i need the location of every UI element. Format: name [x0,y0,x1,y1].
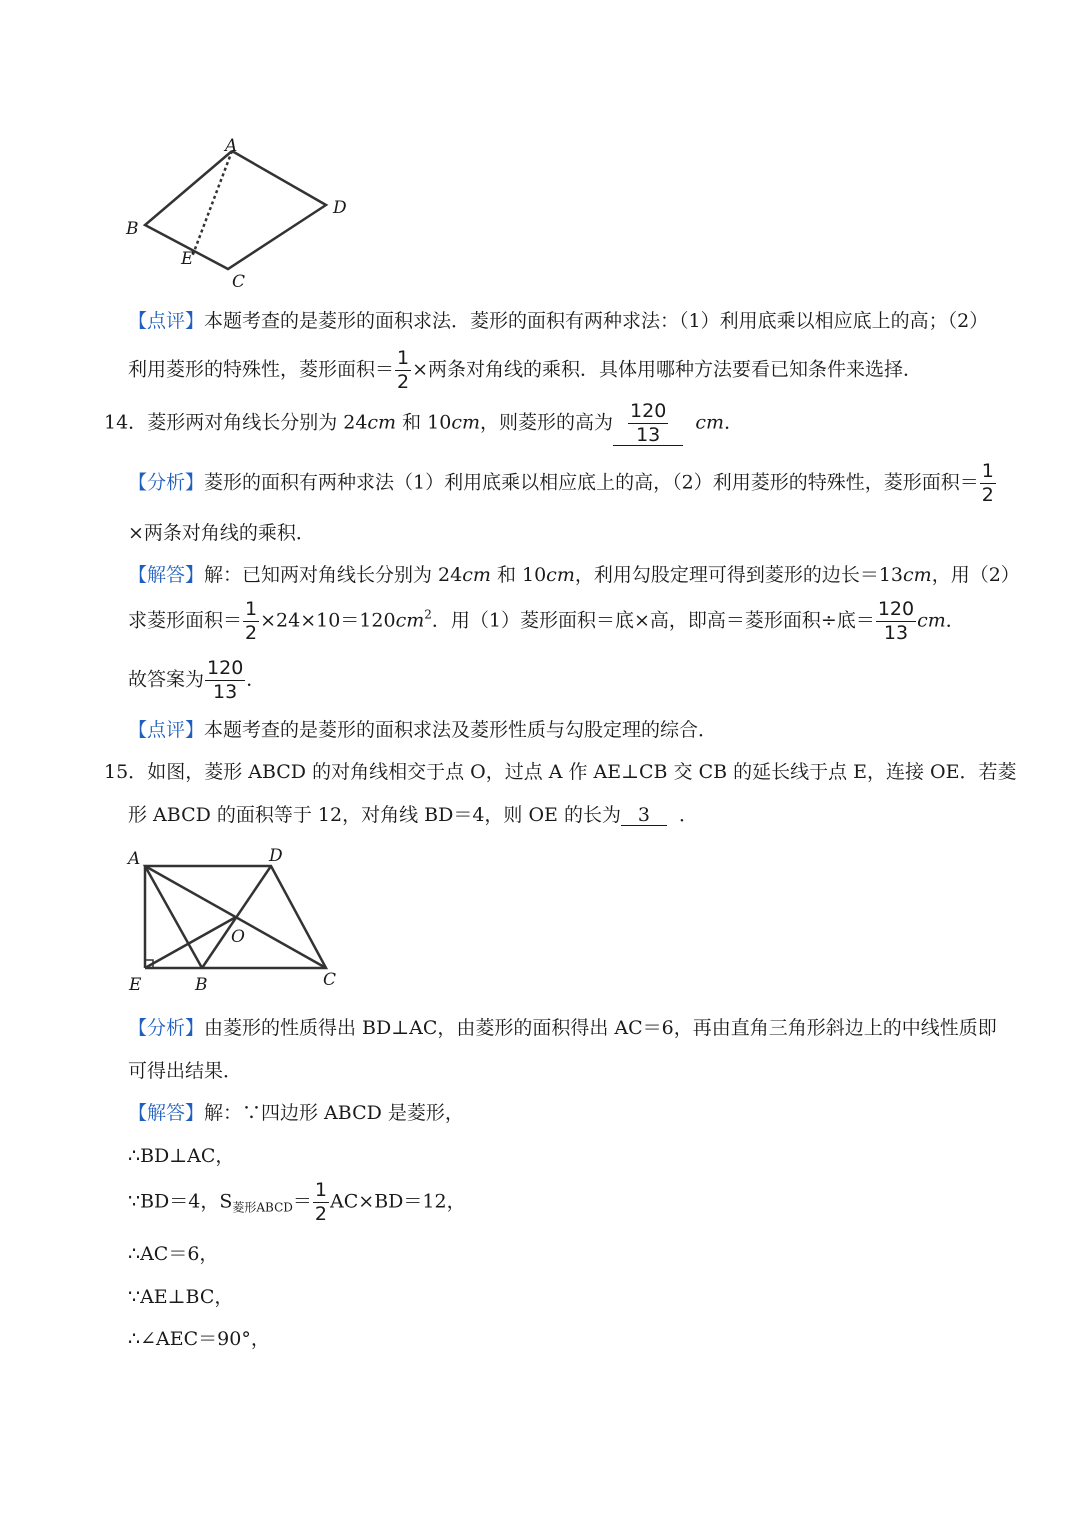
q14-answer-blank [613,402,683,446]
figure-rhombus-diagonals [120,840,360,1000]
q14-review: 【点评】本题考查的是菱形的面积求法及菱形性质与勾股定理的综合． [128,719,718,741]
tag-review: 【点评】 [128,719,205,741]
tag-solution: 【解答】 [128,564,205,586]
label-c: C [232,272,246,292]
q15-stem-line2: 形 ABCD 的面积等于 12，对角线 BD＝4，则 OE 的长为 3 ． [128,804,699,826]
q15-number: 15． [104,761,148,783]
q13-review-line2 [128,349,922,392]
q15-solution-line3: ∵BD＝4，$S_{菱形ABCD}=$ $\frac{1}{2}$ AC×BD＝12， [128,1179,466,1225]
label-c: C [323,970,337,990]
segment-oe [145,917,236,968]
q14-number: 14． [104,411,148,434]
q14-solution-line3: 故答案为 $\frac{120}{13}$ ． [128,657,266,703]
label-d: D [269,846,283,866]
label-a: A [225,136,238,156]
q15-stem-line1: 15．如图，菱形 ABCD 的对角线相交于点 O，过点 A 作 AE⊥CB 交 CB 的延长线于点 E，连接 OE．若菱 [104,761,1017,783]
label-e: E [129,975,142,995]
rhombus-outline [145,151,326,269]
q14-solution-line2: 求菱形面积＝ $\frac{1}{2}$ $\times 24\times 10=120cm^2$．用（1）菱形面积＝底×高，即高＝菱形面积÷底＝ $\frac{120}{13}$ cm． [128,598,965,644]
fraction-half: $\frac{1}{2}$ [397,347,410,393]
q15-solution-line1: 【解答】解：∵四边形 ABCD 是菱形， [128,1102,464,1124]
tag-review: 【点评】 [128,310,205,332]
label-o: O [231,927,245,947]
label-b: B [195,975,208,995]
label-b: B [126,219,139,239]
q13-review-text2a: 利用菱形的特殊性，菱形面积＝ [128,358,395,381]
q15-solution-line6: ∴∠AEC＝90°， [128,1328,270,1350]
fraction-120-13: $\frac{120}{13}$ [877,598,915,644]
q15-analysis-line2: 可得出结果． [128,1060,243,1082]
q14-analysis-line1: 【分析】菱形的面积有两种求法（1）利用底乘以相应底上的高，（2）利用菱形的特殊性，菱形面积＝ $\frac{1}{2}$ [128,460,994,506]
q13-review-text2b: ×两条对角线的乘积．具体用哪种方法要看已知条件来选择． [412,358,923,381]
q15-solution-line4: ∴AC＝6， [128,1243,219,1265]
fraction-120-13: $\frac{120}{13}$ [207,657,244,703]
q15-solution-line2: ∴BD⊥AC， [128,1145,235,1167]
q15-solution-line5: ∵AE⊥BC， [128,1286,234,1308]
figure-rhombus-height [120,135,360,295]
tag-analysis: 【分析】 [128,471,205,494]
fraction-half: $\frac{1}{2}$ [245,598,258,644]
tag-analysis: 【分析】 [128,1017,205,1039]
fraction-half: $\frac{1}{2}$ [314,1179,328,1225]
diagonal-bd [202,866,271,968]
label-d: D [333,198,347,218]
q14-answer-fraction: $\frac{120}{13}$ [630,400,667,446]
q13-review-text1: 本题考查的是菱形的面积求法．菱形的面积有两种求法：（1）利用底乘以相应底上的高；（2） [204,310,989,332]
tag-solution: 【解答】 [128,1102,205,1124]
q14-stem: 14．菱形两对角线长分别为 24cm 和 10cm，则菱形的高为 $\frac{120}{13}$ cm． [104,400,744,446]
q15-analysis-line1: 【分析】由菱形的性质得出 BD⊥AC，由菱形的面积得出 AC＝6，再由直角三角形斜边上的中线性质即 [128,1017,997,1039]
label-a: A [128,849,141,869]
q14-analysis-line2: ×两条对角线的乘积． [128,522,315,544]
q13-review-line1 [128,312,988,331]
label-e: E [181,249,194,269]
q15-answer-blank: 3 [621,806,667,826]
fraction-half: $\frac{1}{2}$ [981,460,994,506]
q14-solution-line1: 【解答】解：已知两对角线长分别为 24cm 和 10cm，利用勾股定理可得到菱形的边长＝13cm，用（2） [128,564,1020,586]
